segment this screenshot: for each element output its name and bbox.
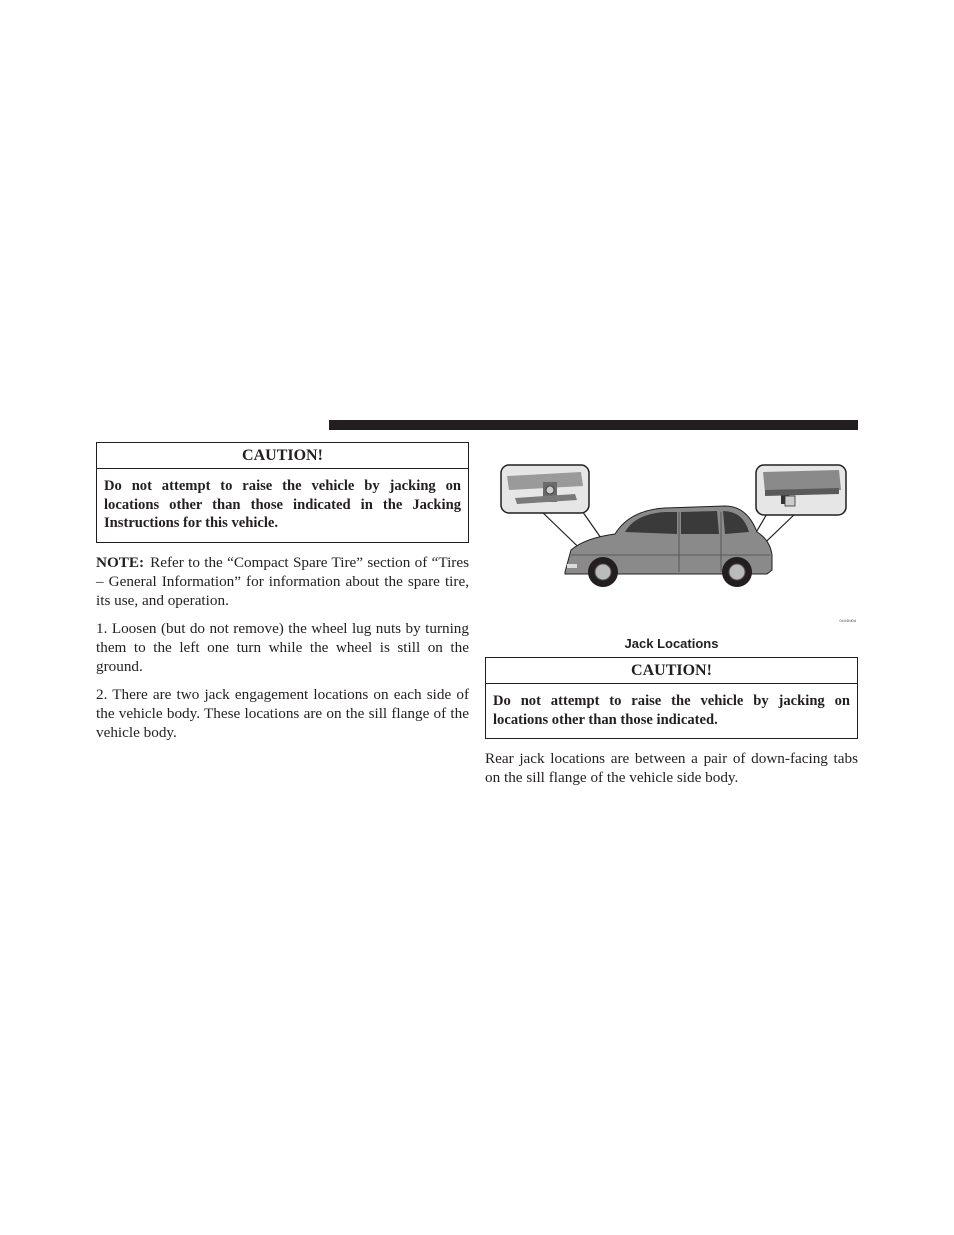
figure-code: 0444fd0d: [839, 618, 856, 623]
caution-title: CAUTION!: [97, 443, 468, 469]
right-column: [485, 460, 858, 787]
step-2-paragraph: 2. There are two jack engagement locations on each side of the vehicle body. These locations are on the sill flange of the vehicle body.: [96, 685, 469, 741]
front-jack-point-inset-icon: [501, 465, 589, 513]
step-1-paragraph: 1. Loosen (but do not remove) the wheel lug nuts by turning them to the left one turn while the wheel is still on the ground.: [96, 619, 469, 675]
header-bar: [329, 420, 858, 430]
minivan-icon: [565, 506, 772, 587]
note-label: NOTE:: [96, 553, 145, 571]
vehicle-illustration: [485, 460, 858, 630]
figure-caption: Jack Locations: [624, 636, 719, 651]
rear-jack-paragraph: Rear jack locations are between a pair of down-facing tabs on the sill flange of the vehicle side body.: [485, 750, 858, 786]
left-column: [96, 442, 469, 742]
jack-locations-figure: [485, 460, 858, 630]
caution-title: CAUTION!: [486, 658, 857, 684]
caution-box-left: [96, 442, 469, 543]
rear-jack-point-inset-icon: [756, 465, 846, 515]
caution-text: Do not attempt to raise the vehicle by jacking on locations other than those indicated in the Jacking Instructions for this vehicle.: [104, 478, 461, 531]
note-text: Refer to the “Compact Spare Tire” section of “Tires – General Information” for information about the spare tire, its use, and operation.: [96, 553, 469, 609]
caution-box-right: [485, 657, 858, 739]
caution-text: Do not attempt to raise the vehicle by jacking on locations other than those indicated.: [493, 693, 850, 728]
note-paragraph: [96, 553, 469, 610]
